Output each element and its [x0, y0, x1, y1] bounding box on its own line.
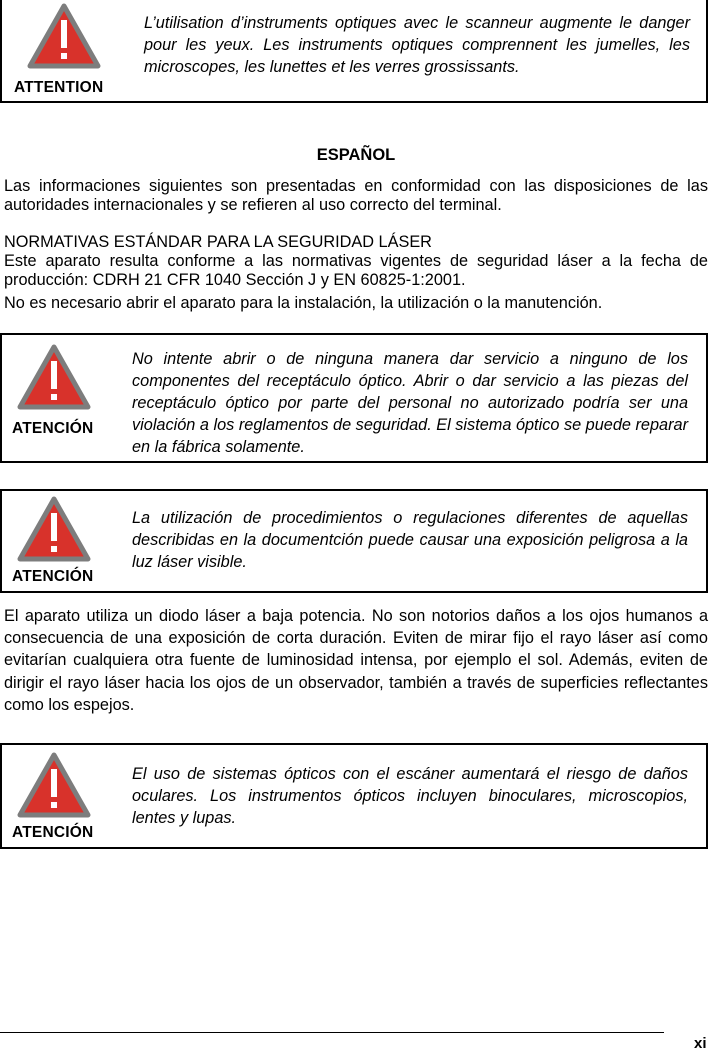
warning-box-atencion-3 [0, 743, 708, 849]
warning-triangle-icon [26, 2, 102, 70]
standards-paragraph: Este aparato resulta conforme a las normativas vigentes de seguridad láser a la fecha de producción: CDRH 21 CFR 1040 Sección J y EN 60825-1:2001. [4, 252, 708, 290]
warning-triangle-icon [16, 751, 92, 819]
laser-paragraph: El aparato utiliza un diodo láser a baja potencia. No son notorios daños a los ojos humanos a consecuencia de una exposición de corta duración. Eviten de mirar fijo el rayo láser así como evitarían cualquiera otra fuente de luminosidad intensa, por ejemplo el sol. Además, eviten de dirigir el rayo láser hacia los ojos de un observador, también a través de superficies reflectantes como los espejos. [4, 607, 708, 714]
warning-triangle-icon [16, 343, 92, 411]
no-open-paragraph: No es necesario abrir el aparato para la instalación, la utilización o la manutención. [4, 294, 603, 312]
warning-box-attention [0, 0, 708, 103]
intro-paragraph: Las informaciones siguientes son presentadas en conformidad con las disposiciones de las autoridades internacionales y se refieren al uso correcto del terminal. [4, 177, 708, 215]
section-heading: ESPAÑOL [316, 146, 396, 164]
standards-title: NORMATIVAS ESTÁNDAR PARA LA SEGURIDAD LÁSER [4, 233, 432, 251]
warning-label: ATENCIÓN [12, 568, 94, 585]
warning-label: ATTENTION [14, 79, 104, 96]
warning-text: La utilización de procedimientos o regulaciones diferentes de aquellas describidas en la documentción puede causar una exposición peligrosa a la luz láser visible. [132, 509, 688, 571]
warning-label: ATENCIÓN [12, 824, 94, 841]
warning-text: No intente abrir o de ninguna manera dar servicio a ninguno de los componentes del receptáculo óptico. Abrir o dar servicio a las piezas del receptáculo óptico por parte del personal no autorizado podría ser una violación a los reglamentos de seguridad. El sistema óptico se puede reparar en la fábrica solamente. [132, 350, 688, 456]
warning-text: El uso de sistemas ópticos con el escáner aumentará el riesgo de daños oculares. Los instrumentos ópticos incluyen binoculares, microscopios, lentes y lupas. [132, 765, 688, 827]
page-number: xi [694, 1035, 707, 1052]
warning-triangle-icon [16, 495, 92, 563]
warning-box-atencion-1 [0, 333, 708, 463]
warning-label: ATENCIÓN [12, 420, 94, 437]
warning-text: L’utilisation d’instruments optiques avec le scanneur augmente le danger pour les yeux. Les instruments optiques comprennent les jumelles, les microscopes, les lunettes et les verres grossissants. [144, 14, 690, 76]
warning-box-atencion-2 [0, 489, 708, 593]
footer-rule [0, 1032, 664, 1033]
